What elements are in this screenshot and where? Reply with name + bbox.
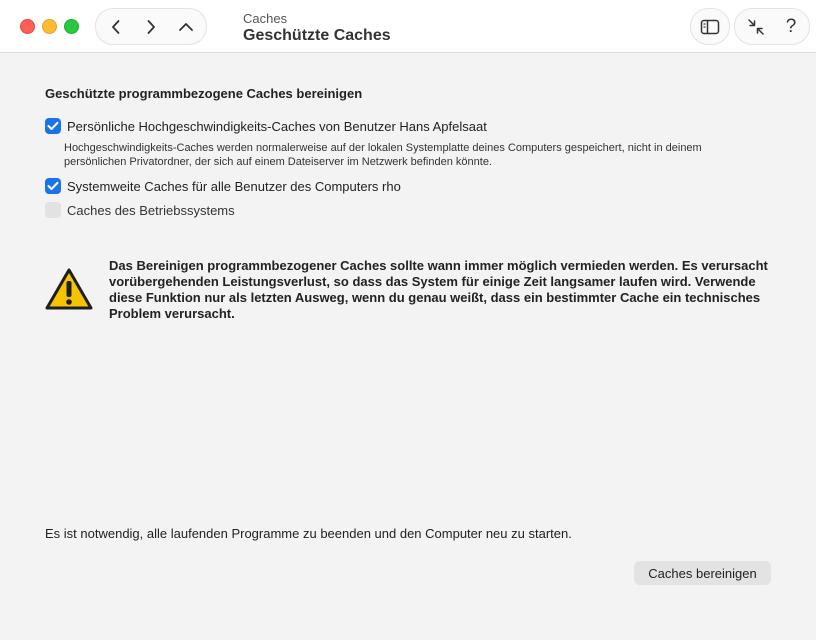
- option-description: Hochgeschwindigkeits-Caches werden normalerweise auf der lokalen Systemplatte deines Computers gespeichert, nicht in deinem persönlichen Privatordner, der sich auf einem Dateiserver im Netzwerk befinden könnte.: [64, 142, 702, 168]
- title-bar: [0, 0, 816, 53]
- warning-text: Das Bereinigen programmbezogener Caches sollte wann immer möglich vermieden werden. Es verursacht vorübergehenden Leistungsverlust, so dass das System für einige Zeit langsamer laufen wird. Verwende diese Funktion nur als letzten Ausweg, wenn du genau weißt, dass ein bestimmter Cache ein technisches Problem verursacht.: [109, 258, 768, 321]
- checkbox-os-caches: [45, 202, 61, 218]
- checkmark-icon: [47, 181, 59, 191]
- collapse-button[interactable]: [743, 9, 769, 44]
- option-label: Caches des Betriebssystems: [67, 202, 235, 218]
- checkbox-system-caches[interactable]: [45, 178, 61, 194]
- close-window-button[interactable]: [20, 19, 35, 34]
- toolbar-right-group: [734, 8, 810, 45]
- option-system-caches[interactable]: [45, 178, 401, 194]
- chevron-right-icon: [145, 19, 157, 35]
- chevron-up-icon: [178, 21, 194, 33]
- navigation-group: [95, 8, 207, 45]
- help-button[interactable]: [779, 9, 803, 44]
- option-label: Systemweite Caches für alle Benutzer des Computers rho: [67, 178, 401, 194]
- minimize-window-button[interactable]: [42, 19, 57, 34]
- up-button[interactable]: [168, 9, 204, 44]
- restart-note: Es ist notwendig, alle laufenden Programme zu beenden und den Computer neu zu starten.: [45, 526, 572, 541]
- section-title: Geschützte programmbezogene Caches bereinigen: [45, 86, 363, 101]
- chevron-left-icon: [110, 19, 122, 35]
- warning-icon: [44, 267, 94, 311]
- option-label: Persönliche Hochgeschwindigkeits-Caches von Benutzer Hans Apfelsaat: [67, 118, 487, 134]
- forward-button[interactable]: [133, 9, 169, 44]
- checkmark-icon: [47, 121, 59, 131]
- checkbox-personal-caches[interactable]: [45, 118, 61, 134]
- clean-caches-button[interactable]: Caches bereinigen: [634, 561, 771, 585]
- sidebar-icon: [700, 19, 720, 35]
- collapse-icon: [747, 18, 765, 36]
- sidebar-toggle-button[interactable]: [690, 8, 730, 45]
- option-personal-caches[interactable]: [45, 118, 487, 134]
- back-button[interactable]: [98, 9, 134, 44]
- help-icon: ?: [785, 15, 797, 37]
- option-os-caches: [45, 202, 235, 218]
- window-subtitle: Caches: [243, 11, 288, 26]
- maximize-window-button[interactable]: [64, 19, 79, 34]
- window-title: Geschützte Caches: [243, 27, 391, 44]
